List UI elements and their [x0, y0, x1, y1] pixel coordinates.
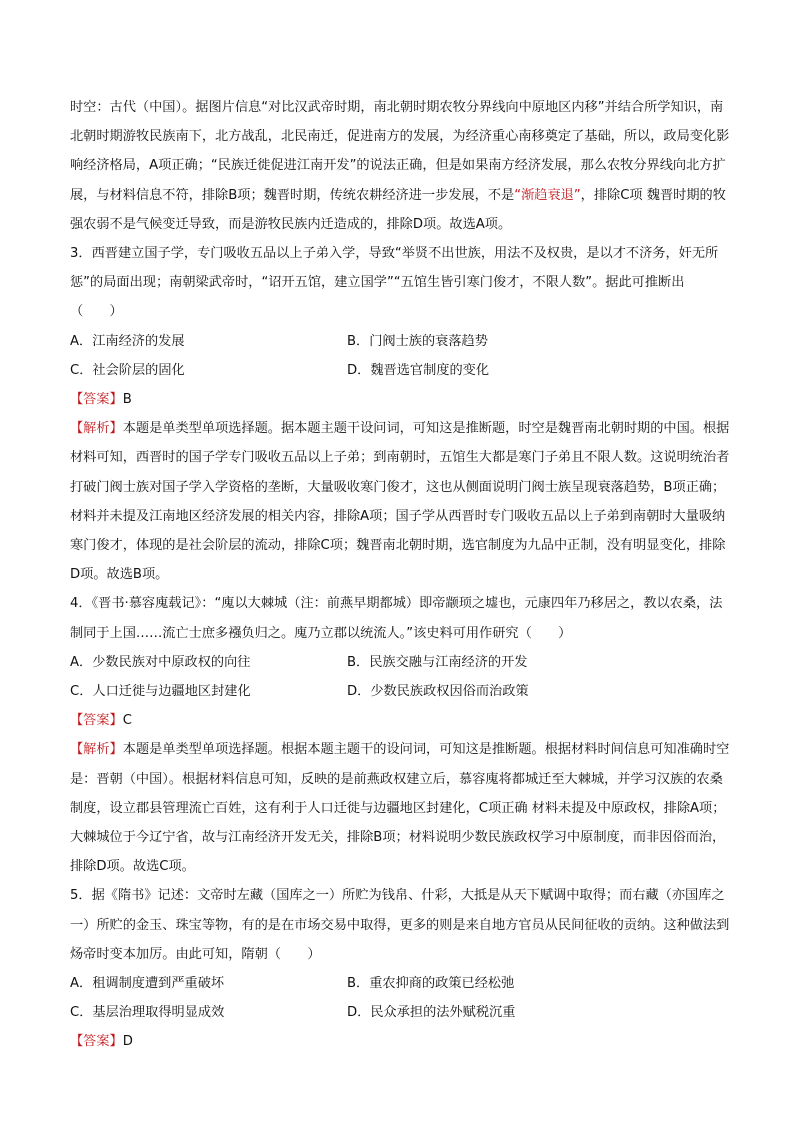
option-d: D．魏晋选官制度的变化 — [347, 362, 490, 378]
option-a: A．租调制度遭到严重破坏 — [70, 976, 225, 992]
answer-tag: 【答案】 — [70, 392, 123, 407]
page-content — [70, 93, 730, 1057]
answer-value: C — [122, 713, 132, 729]
question-3-options-row-1 — [70, 327, 730, 356]
prev-analysis-text: 时空：古代（中国）。据图片信息“对比汉武帝时期，南北朝时期农牧分界线向中原地区内移”并结合所学知识，南北朝时期游牧民族南下，北方战乱，北民南迁，促进南方的发展，为经济重心南移奠定了基础，所以，政局变化影响经济格局，A项正确；“民族迁徙促进江南开发”的说法正确，但是如果南方经济发展，那么农牧分界线向北方扩展，与材料信息不符，排除B项；魏晋时期，传统农耕经济进一步发展，不是 — [70, 100, 730, 203]
question-4-analysis — [70, 735, 730, 881]
answer-value: D — [122, 1034, 133, 1050]
question-3-answer — [70, 385, 730, 414]
analysis-tag: 【解析】 — [70, 742, 123, 758]
option-c: C．人口迁徙与边疆地区封建化 — [70, 684, 251, 700]
analysis-text: 本题是单类型单项选择题。根据本题主题干的设问词，可知这是推断题。根据材料时间信息可知准确时空是：晋朝（中国）。根据材料信息可知，反映的是前燕政权建立后，慕容廆将都城迁至大棘城，并学习汉族的农桑制度，设立郡县管理流亡百姓，这有利于人口迁徙与边疆地区封建化，C项正确 材料未提及中原政权，排除A项；大棘城位于今辽宁省，故与江南经济开发无关，排除B项；材料说明少数民族政权学习中原制度，而非因俗而治，排除D项。故选C项。 — [70, 742, 730, 875]
analysis-text: 本题是单类型单项选择题。据本题主题干设问词，可知这是推断题，时空是魏晋南北朝时期的中国。根据材料可知，西晋时的国子学专门吸收五品以上子弟；到南朝时，五馆生大都是寒门子弟且不限人数。这说明统治者打破门阀士族对国子学入学资格的垄断，大量吸收寒门俊才，这也从侧面说明门阀士族呈现衰落趋势，B项正确；材料并未提及江南地区经济发展的相关内容，排除A项；国子学从西晋时专门吸收五品以上子弟到南朝时大量吸纳寒门俊才，体现的是社会阶层的流动，排除C项；魏晋南北朝时期，选官制度为九品中正制，没有明显变化，排除D项。故选B项。 — [70, 421, 730, 583]
analysis-tag: 【解析】 — [70, 421, 123, 437]
highlighted-quote: “渐趋衰退” — [514, 187, 581, 203]
answer-tag: 【答案】 — [70, 1034, 123, 1050]
question-5-options-row-2 — [70, 998, 730, 1027]
question-4-stem: 4．《晋书·慕容廆载记》：“廆以大棘城（注：前燕早期都城）即帝颛顼之墟也，元康四年乃移居之，教以农桑，法制同于上国……流亡士庶多襁负归之。廆乃立郡以统流人。”该史料可用作研究（ ） — [70, 596, 723, 641]
question-5-options-row-1 — [70, 969, 730, 998]
question-4-options-row-1 — [70, 648, 730, 677]
option-c: C．社会阶层的固化 — [70, 362, 185, 378]
question-5-stem: 5．据《隋书》记述：文帝时左藏（国库之一）所贮为钱帛、什彩，大抵是从天下赋调中取得；而右藏（亦国库之一）所贮的金玉、珠宝等物，有的是在市场交易中取得，更多的则是来自地方官员从民间征收的贡纳。这种做法到炀帝时变本加厉。由此可知，隋朝（ ） — [70, 888, 730, 962]
question-3-stem: 3．西晋建立国子学，专门吸收五品以上子弟入学，导致“举贤不出世族，用法不及权贵，是以才不济务，奸无所惩”的局面出现；南朝梁武帝时，“诏开五馆，建立国学”“五馆生皆引寒门俊才，不限人数”。据此可推断出（ ） — [70, 246, 719, 320]
option-c: C．基层治理取得明显成效 — [70, 1005, 225, 1021]
option-b: B．重农抑商的政策已经松弛 — [347, 976, 515, 992]
question-4-answer — [70, 706, 730, 735]
question-3-options-row-2 — [70, 356, 730, 385]
question-4-options-row-2 — [70, 677, 730, 706]
prev-analysis-paragraph — [70, 93, 730, 239]
option-a: A．少数民族对中原政权的向往 — [70, 654, 251, 670]
prev-analysis-text-end: ，排除C项 魏晋时期的牧强农弱不是气候变迁导致，而是游牧民族内迁造成的，排除D项。故选A项。 — [70, 187, 726, 232]
answer-value: B — [122, 392, 132, 407]
option-d: D．少数民族政权因俗而治政策 — [347, 684, 529, 700]
option-a: A．江南经济的发展 — [70, 333, 185, 349]
option-d: D．民众承担的法外赋税沉重 — [347, 1005, 516, 1021]
option-b: B．民族交融与江南经济的开发 — [347, 654, 528, 670]
option-b: B．门阀士族的衰落趋势 — [347, 333, 488, 349]
question-3-analysis — [70, 414, 730, 589]
answer-tag: 【答案】 — [70, 713, 123, 729]
question-5-answer — [70, 1027, 730, 1056]
